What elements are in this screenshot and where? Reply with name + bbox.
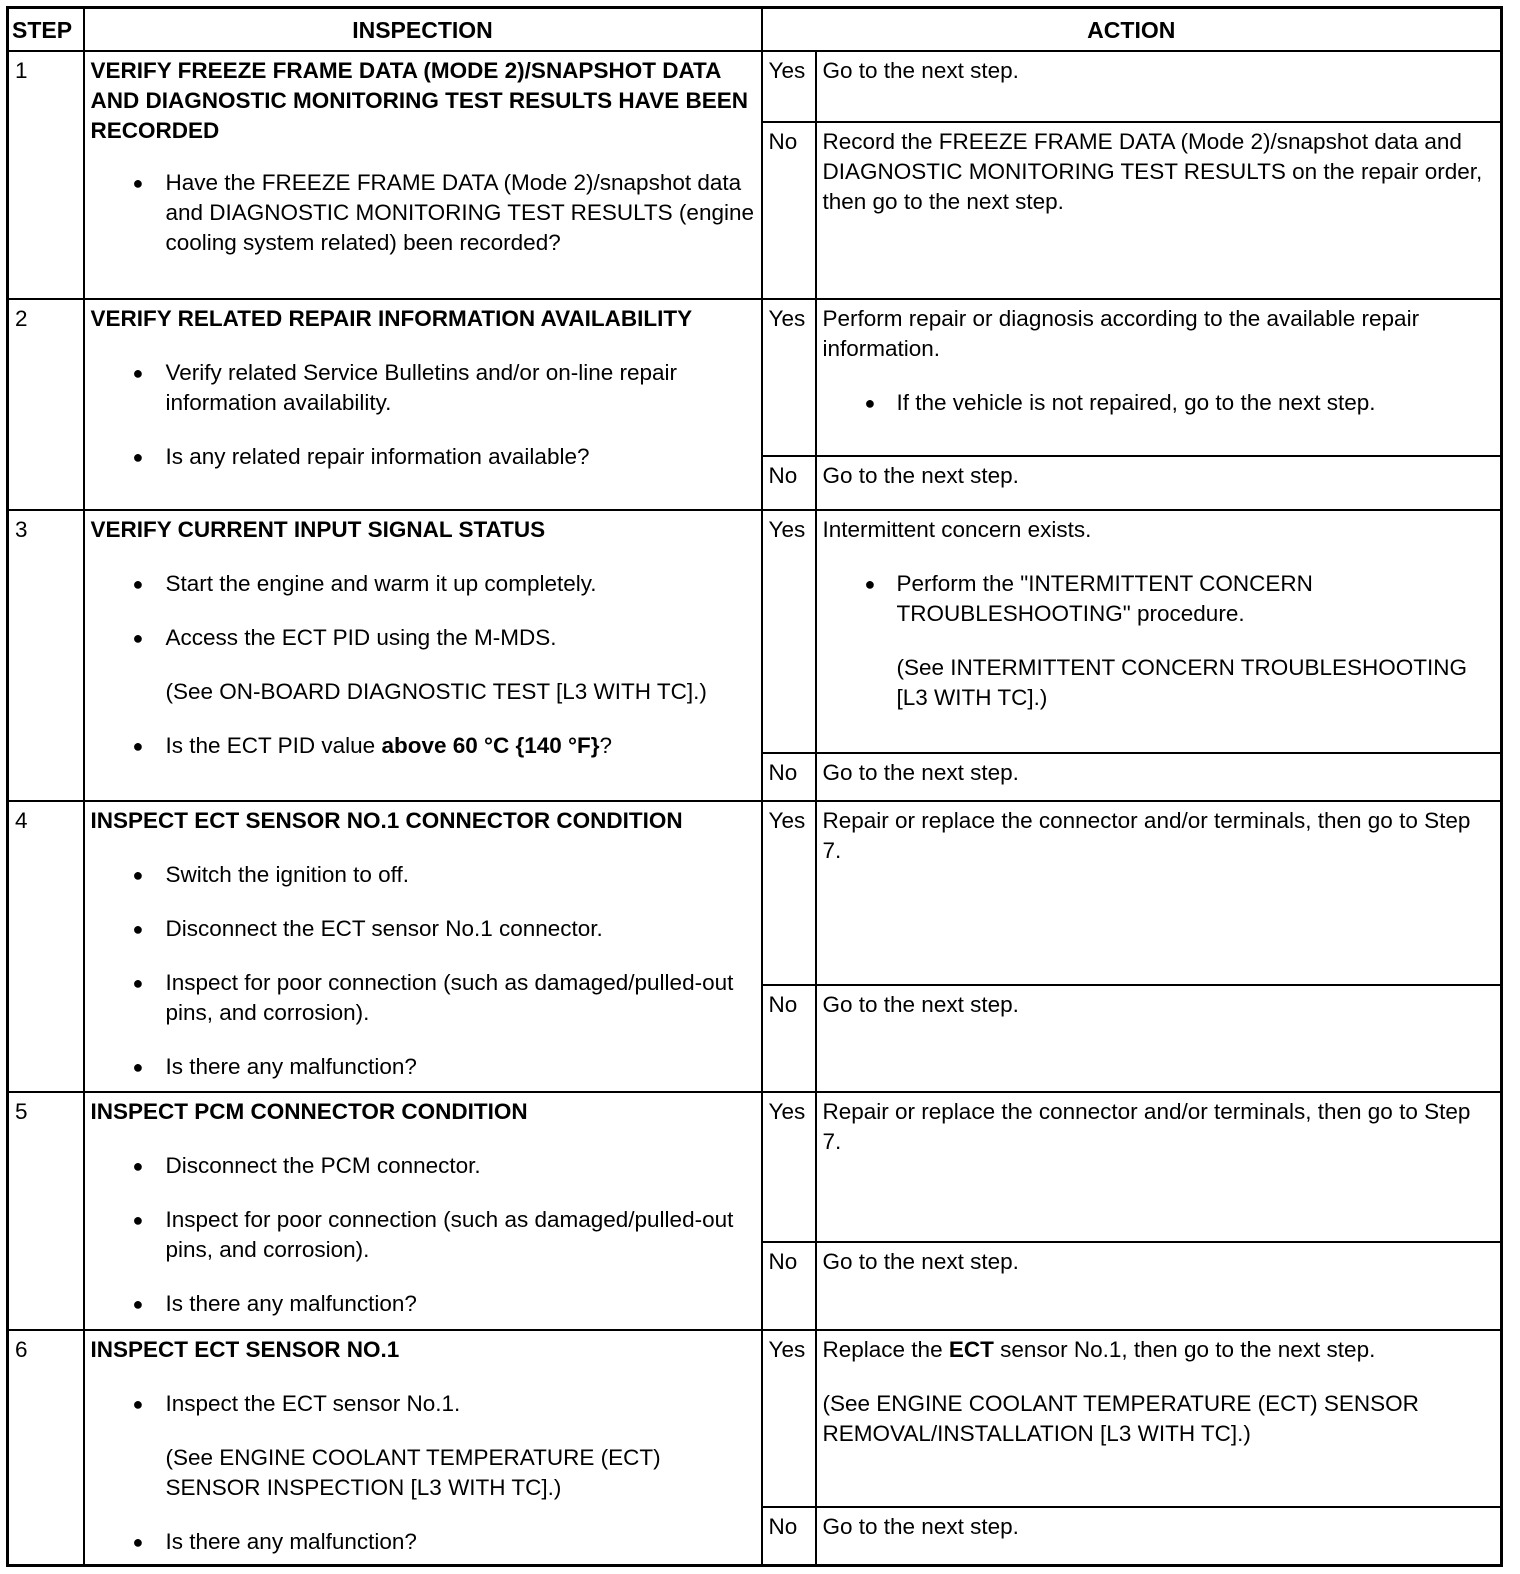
inspection-title: VERIFY FREEZE FRAME DATA (MODE 2)/SNAPSHOT DATA AND DIAGNOSTIC MONITORING TEST RESULTS HAVE BEEN RECORDED xyxy=(90,58,749,143)
no-label: No xyxy=(762,456,816,510)
yes-label: Yes xyxy=(762,510,816,753)
no-action: Go to the next step. xyxy=(816,985,1502,1092)
yes-action-cell xyxy=(816,510,1502,753)
reference-note: (See ENGINE COOLANT TEMPERATURE (ECT) SENSOR REMOVAL/INSTALLATION [L3 WITH TC].) xyxy=(822,1391,1419,1446)
inspection-cell xyxy=(84,1330,762,1565)
inspection-bullet: ● Is there any malfunction? xyxy=(91,1052,755,1082)
yes-action-cell xyxy=(816,1330,1502,1507)
table-row xyxy=(8,801,1502,985)
no-label: No xyxy=(762,985,816,1092)
yes-label: Yes xyxy=(762,51,816,122)
step-number: 1 xyxy=(8,51,84,299)
no-label: No xyxy=(762,122,816,299)
inspection-cell xyxy=(84,1092,762,1330)
inspection-bullet: ● Is there any malfunction? xyxy=(91,1289,755,1319)
yes-action: Go to the next step. xyxy=(816,51,1502,122)
action-bullet: ● Perform the "INTERMITTENT CONCERN TROUBLESHOOTING" procedure. xyxy=(823,569,1495,629)
inspection-cell xyxy=(84,801,762,1092)
no-label: No xyxy=(762,753,816,801)
header-inspection: INSPECTION xyxy=(84,8,762,52)
yes-action: Repair or replace the connector and/or terminals, then go to Step 7. xyxy=(816,1092,1502,1242)
header-action: ACTION xyxy=(762,8,1502,52)
inspection-bullet: ● Is there any malfunction? xyxy=(91,1527,755,1557)
inspection-bullet: ● Inspect for poor connection (such as damaged/pulled-out pins, and corrosion). xyxy=(91,1205,755,1265)
step-number: 4 xyxy=(8,801,84,1092)
yes-label: Yes xyxy=(762,1092,816,1242)
step-number: 2 xyxy=(8,299,84,510)
no-label: No xyxy=(762,1242,816,1330)
reference-note: (See ON-BOARD DIAGNOSTIC TEST [L3 WITH TC].) xyxy=(165,679,707,704)
inspection-bullet: ● Inspect the ECT sensor No.1. xyxy=(91,1389,755,1419)
step-number: 6 xyxy=(8,1330,84,1565)
inspection-bullet: ● Disconnect the ECT sensor No.1 connector. xyxy=(91,914,755,944)
inspection-title: VERIFY RELATED REPAIR INFORMATION AVAILABILITY xyxy=(90,306,693,331)
table-row xyxy=(8,1330,1502,1507)
inspection-cell xyxy=(84,510,762,801)
diagnostic-table xyxy=(6,6,1503,1567)
no-action: Go to the next step. xyxy=(816,456,1502,510)
inspection-cell xyxy=(84,51,762,299)
yes-action: Perform repair or diagnosis according to the available repair information. xyxy=(822,306,1420,361)
inspection-bullet: ● Access the ECT PID using the M-MDS. xyxy=(91,623,755,653)
inspection-bullet: ● Verify related Service Bulletins and/or on-line repair information availability. xyxy=(91,358,755,418)
yes-action: Repair or replace the connector and/or terminals, then go to Step 7. xyxy=(816,801,1502,985)
inspection-bullet: ● Switch the ignition to off. xyxy=(91,860,755,890)
no-action: Go to the next step. xyxy=(816,753,1502,801)
reference-note: (See INTERMITTENT CONCERN TROUBLESHOOTING [L3 WITH TC].) xyxy=(896,655,1467,710)
yes-label: Yes xyxy=(762,801,816,985)
diagnostic-procedure-table xyxy=(6,6,1500,1563)
inspection-bullet: ● Start the engine and warm it up completely. xyxy=(91,569,755,599)
yes-action: Replace the ECT sensor No.1, then go to the next step. xyxy=(822,1337,1376,1362)
table-row xyxy=(8,510,1502,753)
inspection-bullet: ● Have the FREEZE FRAME DATA (Mode 2)/snapshot data and DIAGNOSTIC MONITORING TEST RESULTS (engine cooling system related) been recorded? xyxy=(91,168,755,258)
inspection-bullet: ● Is any related repair information available? xyxy=(91,442,755,472)
no-label: No xyxy=(762,1507,816,1565)
step-number: 3 xyxy=(8,510,84,801)
inspection-bullet: ● Disconnect the PCM connector. xyxy=(91,1151,755,1181)
no-action: Go to the next step. xyxy=(816,1507,1502,1565)
reference-note: (See ENGINE COOLANT TEMPERATURE (ECT) SENSOR INSPECTION [L3 WITH TC].) xyxy=(165,1445,661,1500)
table-header-row xyxy=(8,8,1502,52)
inspection-title: INSPECT ECT SENSOR NO.1 xyxy=(90,1337,400,1362)
yes-label: Yes xyxy=(762,299,816,456)
inspection-bullet: ● Is the ECT PID value above 60 °C {140 °F}? xyxy=(91,731,755,761)
inspection-title: VERIFY CURRENT INPUT SIGNAL STATUS xyxy=(90,517,546,542)
inspection-title: INSPECT ECT SENSOR NO.1 CONNECTOR CONDITION xyxy=(90,808,683,833)
inspection-title: INSPECT PCM CONNECTOR CONDITION xyxy=(90,1099,528,1124)
table-row xyxy=(8,1092,1502,1242)
yes-label: Yes xyxy=(762,1330,816,1507)
table-row xyxy=(8,299,1502,456)
yes-action: Intermittent concern exists. xyxy=(822,517,1092,542)
no-action: Record the FREEZE FRAME DATA (Mode 2)/snapshot data and DIAGNOSTIC MONITORING TEST RESULTS on the repair order, then go to the next step. xyxy=(816,122,1502,299)
yes-action-cell xyxy=(816,299,1502,456)
inspection-cell xyxy=(84,299,762,510)
no-action: Go to the next step. xyxy=(816,1242,1502,1330)
action-bullet: ● If the vehicle is not repaired, go to the next step. xyxy=(823,388,1495,418)
inspection-bullet: ● Inspect for poor connection (such as damaged/pulled-out pins, and corrosion). xyxy=(91,968,755,1028)
header-step: STEP xyxy=(8,8,84,52)
step-number: 5 xyxy=(8,1092,84,1330)
table-row xyxy=(8,51,1502,122)
